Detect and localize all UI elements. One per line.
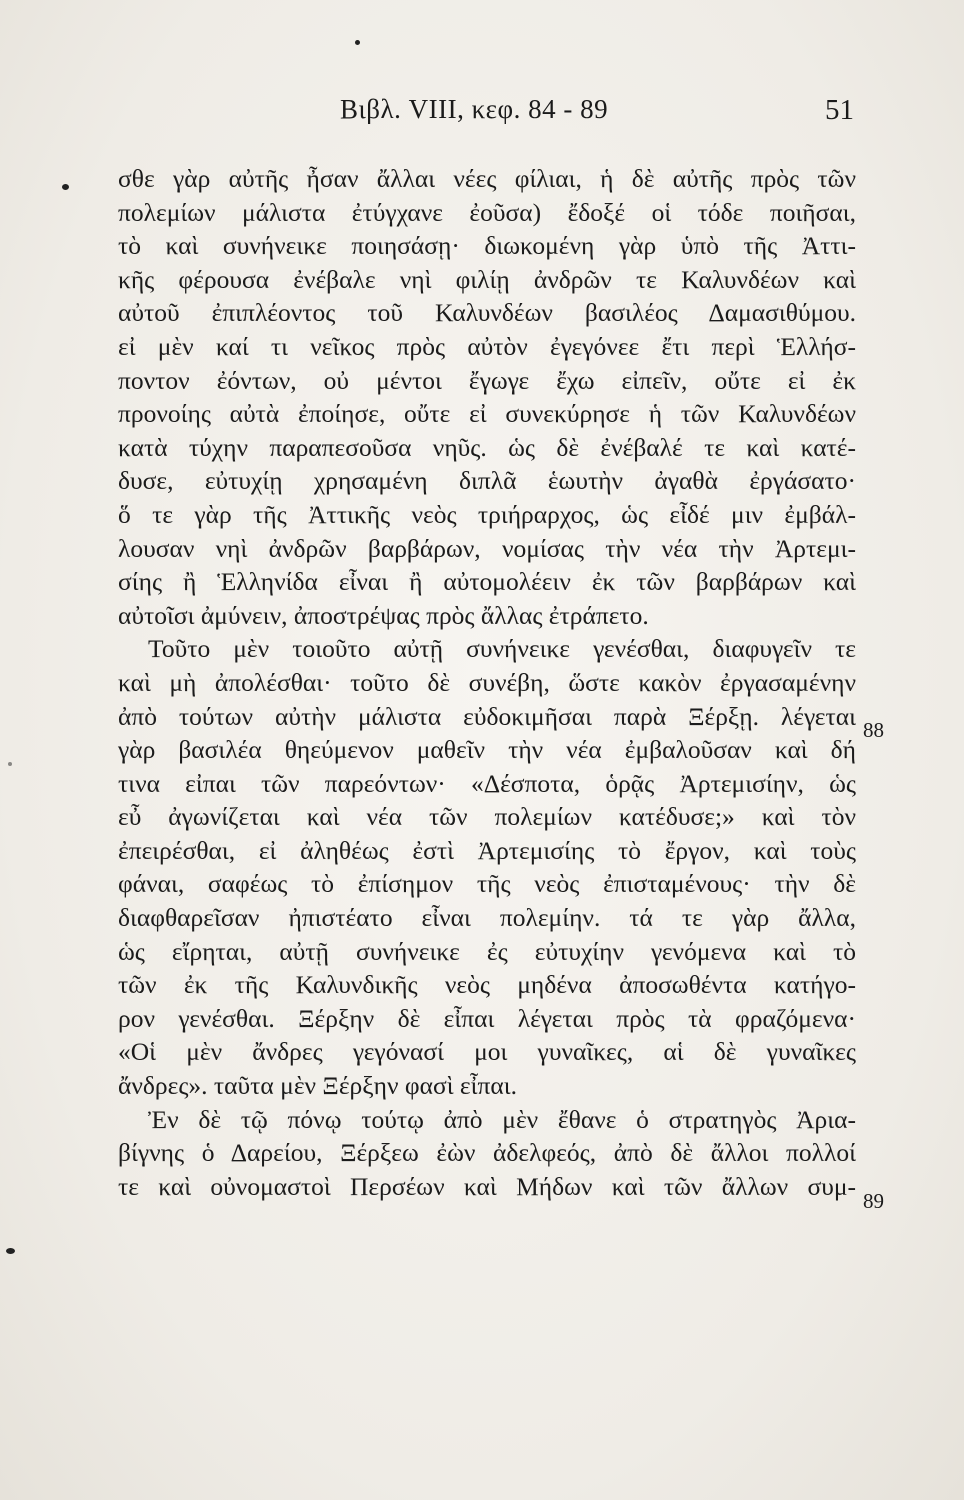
page-number: 51: [825, 94, 854, 126]
text-line: πολεμίων μάλιστα ἐτύγχανε ἐοῦσα) ἔδοξέ οἱ τόδε ποιῆσαι,: [118, 197, 856, 227]
text-line: γὰρ βασιλέα θηεύμενον μαθεῖν τὴν νέα ἐμβαλοῦσαν καὶ δή: [118, 735, 856, 765]
text-line: εὖ ἀγωνίζεται καὶ νέα τῶν πολεμίων κατέδυσε;» καὶ τὸν: [118, 802, 856, 832]
text-line: καὶ μὴ ἀπολέσθαι· τοῦτο δὲ συνέβη, ὥστε κακὸν ἐργασαμένην: [118, 667, 856, 697]
text-line: ὅ τε γὰρ τῆς Ἀττικῆς νεὸς τριήραρχος, ὡς εἶδέ μιν ἐμβάλ-: [118, 499, 856, 529]
text-line: σθε γὰρ αὐτῆς ἦσαν ἄλλαι νέες φίλιαι, ἡ δὲ αὐτῆς πρὸς τῶν: [118, 164, 856, 193]
scan-speck: [355, 40, 360, 45]
text-line: κῆς φέρουσα ἐνέβαλε νηὶ φιλίῃ ἀνδρῶν τε Καλυνδέων καὶ: [118, 264, 856, 294]
text-line: φάναι, σαφέως τὸ ἐπίσημον τῆς νεὸς ἐπισταμένους· τὴν δὲ: [118, 869, 856, 899]
text-line: «Οἱ μὲν ἄνδρες γεγόνασί μοι γυναῖκες, αἱ δὲ γυναῖκες: [118, 1037, 856, 1067]
text-line: ἐπειρέσθαι, εἰ ἀληθέως ἐστὶ Ἀρτεμισίης τὸ ἔργον, καὶ τοὺς: [118, 835, 856, 865]
text-line: τῶν ἐκ τῆς Καλυνδικῆς νεὸς μηδένα ἀποσωθέντα κατήγο-: [118, 970, 856, 1000]
text-line: λουσαν νηὶ ἀνδρῶν βαρβάρων, νομίσας τὴν νέα τὴν Ἀρτεμι-: [118, 533, 856, 563]
margin-chapter-number: 88: [863, 718, 884, 742]
text-line: εἰ μὲν καί τι νεῖκος πρὸς αὐτὸν ἐγεγόνεε ἔτι περὶ Ἑλλήσ-: [118, 331, 856, 361]
text-line: ρον γενέσθαι. Ξέρξην δὲ εἶπαι λέγεται πρὸς τὰ φραζόμενα·: [118, 1003, 856, 1033]
text-line: Τοῦτο μὲν τοιοῦτο αὐτῇ συνήνεικε γενέσθαι, διαφυγεῖν τε: [148, 634, 856, 664]
margin-chapter-number: 89: [863, 1189, 884, 1213]
scan-speck: [6, 1248, 15, 1254]
text-line: αὐτοῦ ἐπιπλέοντος τοῦ Καλυνδέων βασιλέος Δαμασιθύμου.: [118, 298, 856, 328]
text-line: τινα εἰπαι τῶν παρεόντων· «Δέσποτα, ὁρᾷς Ἀρτεμισίην, ὡς: [118, 768, 856, 798]
text-line: σίης ἢ Ἑλληνίδα εἶναι ἢ αὐτομολέειν ἐκ τῶν βαρβάρων καὶ: [118, 567, 856, 597]
text-line: ποντον ἐόντων, οὐ μέντοι ἔγωγε ἔχω εἰπεῖν, οὔτε εἰ ἐκ: [118, 365, 856, 395]
text-line: προνοίης αὐτὰ ἐποίησε, οὔτε εἰ συνεκύρησε ἡ τῶν Καλυνδέων: [118, 399, 856, 429]
text-line: βίγνης ὁ Δαρείου, Ξέρξεω ἐὼν ἀδελφεός, ἀπὸ δὲ ἄλλοι πολλοί: [118, 1138, 856, 1168]
scan-speck: [8, 762, 12, 766]
text-line: διαφθαρεῖσαν ἠπιστέατο εἶναι πολεμίην. τά τε γὰρ ἄλλα,: [118, 903, 856, 933]
running-head: Βιβλ. VIII, κεφ. 84 - 89: [340, 94, 609, 124]
page-header: [118, 88, 854, 128]
text-line: Ἐν δὲ τῷ πόνῳ τούτῳ ἀπὸ μὲν ἔθανε ὁ στρατηγὸς Ἀρια-: [148, 1104, 856, 1134]
text-line: δυσε, εὐτυχίῃ χρησαμένη διπλᾶ ἑωυτὴν ἀγαθὰ ἐργάσατο·: [118, 466, 856, 496]
text-line: ὡς εἴρηται, αὐτῇ συνήνεικε ἐς εὐτυχίην γενόμενα καὶ τὸ: [118, 936, 856, 966]
text-line: τὸ καὶ συνήνεικε ποιησάσῃ· διωκομένη γὰρ ὑπὸ τῆς Ἀττι-: [118, 231, 856, 261]
text-line: ἀπὸ τούτων αὐτὴν μάλιστα εὐδοκιμῆσαι παρὰ Ξέρξῃ. λέγεται: [118, 701, 856, 731]
scan-speck: [62, 184, 69, 190]
text-line: τε καὶ οὐνομαστοὶ Περσέων καὶ Μήδων καὶ τῶν ἄλλων συμ-: [118, 1171, 856, 1201]
body-text: [118, 162, 856, 1203]
text-line: αὐτοῖσι ἀμύνειν, ἀποστρέψας πρὸς ἄλλας ἐτράπετο.: [118, 600, 649, 630]
text-line: ἄνδρες». ταῦτα μὲν Ξέρξην φασὶ εἶπαι.: [118, 1071, 517, 1101]
text-line: κατὰ τύχην παραπεσοῦσα νηῦς. ὡς δὲ ἐνέβαλέ τε καὶ κατέ-: [118, 432, 856, 462]
